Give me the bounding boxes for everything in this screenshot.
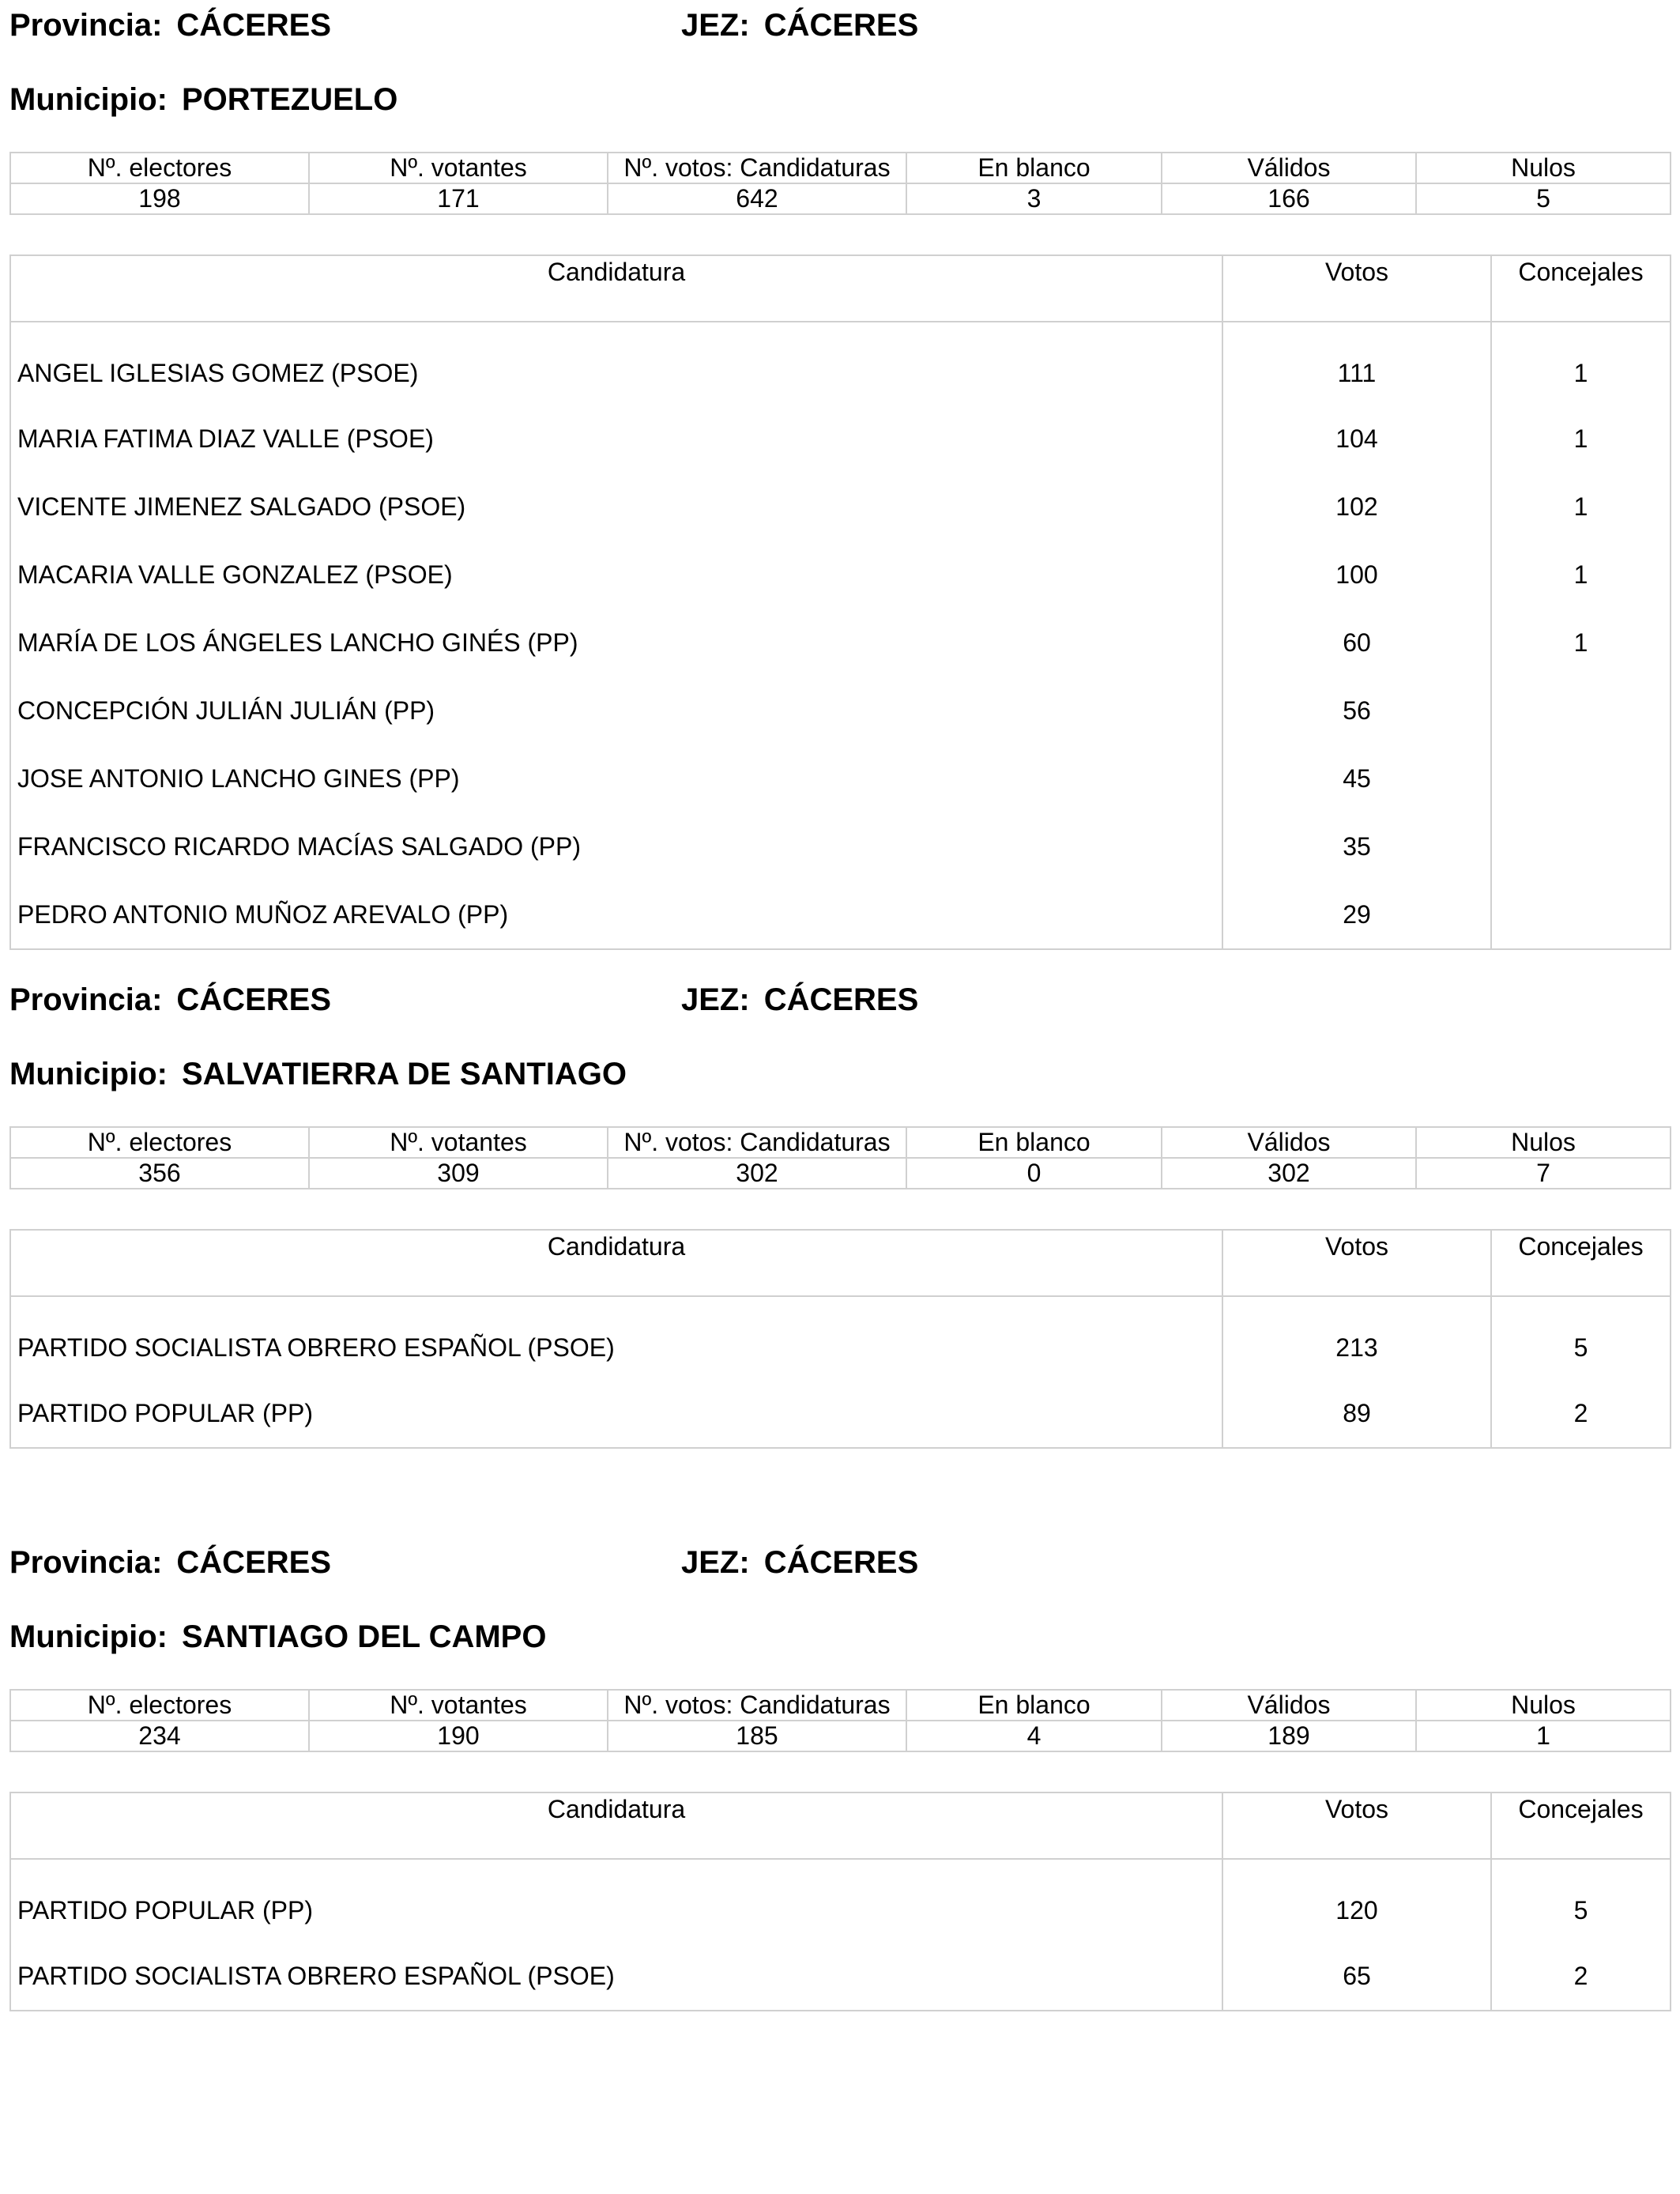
jez-value: CÁCERES <box>763 8 919 43</box>
candidate-name: PARTIDO POPULAR (PP) <box>10 1379 1222 1448</box>
jez-value: CÁCERES <box>763 1545 919 1580</box>
stats-value-row <box>10 183 1671 214</box>
header-concejales: Concejales <box>1491 1793 1671 1859</box>
stats-header-row <box>10 1690 1671 1721</box>
value-en-blanco: 3 <box>906 183 1162 214</box>
candidate-votos: 213 <box>1222 1296 1491 1379</box>
candidate-votos: 45 <box>1222 745 1491 812</box>
candidate-name: VICENTE JIMENEZ SALGADO (PSOE) <box>10 473 1222 541</box>
candidates-table <box>9 1792 1671 2011</box>
candidate-name: PARTIDO SOCIALISTA OBRERO ESPAÑOL (PSOE) <box>10 1296 1222 1379</box>
candidate-concejales <box>1491 745 1671 812</box>
header-votantes: Nº. votantes <box>309 1127 608 1158</box>
candidate-name: PEDRO ANTONIO MUÑOZ AREVALO (PP) <box>10 880 1222 949</box>
municipio-value: PORTEZUELO <box>181 82 398 117</box>
candidate-concejales <box>1491 880 1671 949</box>
candidate-row <box>10 880 1671 949</box>
candidate-votos: 104 <box>1222 405 1491 473</box>
header-votantes: Nº. votantes <box>309 1690 608 1721</box>
value-electores: 356 <box>10 1158 309 1189</box>
provincia-value: CÁCERES <box>176 982 331 1017</box>
stats-value-row <box>10 1721 1671 1751</box>
candidate-votos: 56 <box>1222 677 1491 745</box>
header-electores: Nº. electores <box>10 1690 309 1721</box>
jez-value: CÁCERES <box>763 982 919 1017</box>
header-nulos: Nulos <box>1416 1690 1671 1721</box>
candidate-votos: 102 <box>1222 473 1491 541</box>
value-votantes: 309 <box>309 1158 608 1189</box>
candidate-name: ANGEL IGLESIAS GOMEZ (PSOE) <box>10 322 1222 405</box>
candidate-concejales <box>1491 677 1671 745</box>
candidate-name: MARIA FATIMA DIAZ VALLE (PSOE) <box>10 405 1222 473</box>
municipio-heading: Municipio: PORTEZUELO <box>9 82 398 117</box>
header-votos-candidaturas: Nº. votos: Candidaturas <box>608 153 906 183</box>
candidate-concejales: 5 <box>1491 1859 1671 1942</box>
header-nulos: Nulos <box>1416 153 1671 183</box>
value-electores: 198 <box>10 183 309 214</box>
municipio-value: SALVATIERRA DE SANTIAGO <box>181 1057 627 1091</box>
header-en-blanco: En blanco <box>906 1690 1162 1721</box>
candidate-votos: 60 <box>1222 609 1491 677</box>
stats-header-row <box>10 153 1671 183</box>
header-candidatura: Candidatura <box>10 255 1222 322</box>
candidate-name: FRANCISCO RICARDO MACÍAS SALGADO (PP) <box>10 812 1222 880</box>
candidate-votos: 100 <box>1222 541 1491 609</box>
candidate-votos: 111 <box>1222 322 1491 405</box>
candidate-votos: 89 <box>1222 1379 1491 1448</box>
header-validos: Válidos <box>1162 1127 1416 1158</box>
provincia-value: CÁCERES <box>176 8 331 43</box>
candidate-concejales: 2 <box>1491 1942 1671 2011</box>
header-validos: Válidos <box>1162 1690 1416 1721</box>
value-validos: 302 <box>1162 1158 1416 1189</box>
value-nulos: 1 <box>1416 1721 1671 1751</box>
candidate-concejales: 1 <box>1491 405 1671 473</box>
candidate-votos: 120 <box>1222 1859 1491 1942</box>
value-electores: 234 <box>10 1721 309 1751</box>
candidate-row <box>10 322 1671 405</box>
candidate-votos: 29 <box>1222 880 1491 949</box>
stats-table <box>9 1126 1671 1189</box>
header-concejales: Concejales <box>1491 1230 1671 1296</box>
candidate-row <box>10 677 1671 745</box>
header-votos-candidaturas: Nº. votos: Candidaturas <box>608 1690 906 1721</box>
value-nulos: 5 <box>1416 183 1671 214</box>
candidate-row <box>10 609 1671 677</box>
header-votos: Votos <box>1222 1793 1491 1859</box>
stats-header-row <box>10 1127 1671 1158</box>
candidate-name: MACARIA VALLE GONZALEZ (PSOE) <box>10 541 1222 609</box>
municipio-heading: Municipio: SALVATIERRA DE SANTIAGO <box>9 1057 627 1091</box>
candidate-row <box>10 1379 1671 1448</box>
candidate-concejales: 1 <box>1491 609 1671 677</box>
header-votos: Votos <box>1222 1230 1491 1296</box>
value-nulos: 7 <box>1416 1158 1671 1189</box>
candidate-row <box>10 745 1671 812</box>
jez-heading: JEZ: CÁCERES <box>681 1545 919 1580</box>
candidates-header-row <box>10 1230 1671 1296</box>
header-candidatura: Candidatura <box>10 1230 1222 1296</box>
candidate-concejales: 1 <box>1491 541 1671 609</box>
candidate-row <box>10 1859 1671 1942</box>
header-en-blanco: En blanco <box>906 1127 1162 1158</box>
header-votos: Votos <box>1222 255 1491 322</box>
candidate-row <box>10 473 1671 541</box>
value-validos: 189 <box>1162 1721 1416 1751</box>
value-validos: 166 <box>1162 183 1416 214</box>
header-candidatura: Candidatura <box>10 1793 1222 1859</box>
provincia-heading: Provincia: CÁCERES <box>9 8 331 43</box>
stats-table <box>9 152 1671 215</box>
jez-heading: JEZ: CÁCERES <box>681 8 919 43</box>
candidates-header-row <box>10 255 1671 322</box>
header-nulos: Nulos <box>1416 1127 1671 1158</box>
candidates-header-row <box>10 1793 1671 1859</box>
provincia-heading: Provincia: CÁCERES <box>9 982 331 1017</box>
candidate-row <box>10 405 1671 473</box>
provincia-heading: Provincia: CÁCERES <box>9 1545 331 1580</box>
candidates-table <box>9 254 1671 950</box>
header-electores: Nº. electores <box>10 153 309 183</box>
candidate-row <box>10 541 1671 609</box>
candidate-name: MARÍA DE LOS ÁNGELES LANCHO GINÉS (PP) <box>10 609 1222 677</box>
header-votos-candidaturas: Nº. votos: Candidaturas <box>608 1127 906 1158</box>
candidate-votos: 65 <box>1222 1942 1491 2011</box>
municipio-heading: Municipio: SANTIAGO DEL CAMPO <box>9 1619 547 1654</box>
candidate-row <box>10 1942 1671 2011</box>
value-votos-candidaturas: 185 <box>608 1721 906 1751</box>
candidate-name: PARTIDO POPULAR (PP) <box>10 1859 1222 1942</box>
stats-table <box>9 1689 1671 1752</box>
header-votantes: Nº. votantes <box>309 153 608 183</box>
value-en-blanco: 4 <box>906 1721 1162 1751</box>
candidate-concejales: 5 <box>1491 1296 1671 1379</box>
candidate-row <box>10 812 1671 880</box>
candidate-votos: 35 <box>1222 812 1491 880</box>
value-votantes: 190 <box>309 1721 608 1751</box>
candidate-concejales: 2 <box>1491 1379 1671 1448</box>
candidate-name: CONCEPCIÓN JULIÁN JULIÁN (PP) <box>10 677 1222 745</box>
value-en-blanco: 0 <box>906 1158 1162 1189</box>
stats-value-row <box>10 1158 1671 1189</box>
municipio-value: SANTIAGO DEL CAMPO <box>181 1619 547 1654</box>
header-en-blanco: En blanco <box>906 153 1162 183</box>
header-validos: Válidos <box>1162 153 1416 183</box>
candidate-concejales: 1 <box>1491 473 1671 541</box>
candidate-row <box>10 1296 1671 1379</box>
candidate-name: JOSE ANTONIO LANCHO GINES (PP) <box>10 745 1222 812</box>
candidates-table <box>9 1229 1671 1449</box>
header-concejales: Concejales <box>1491 255 1671 322</box>
candidate-name: PARTIDO SOCIALISTA OBRERO ESPAÑOL (PSOE) <box>10 1942 1222 2011</box>
candidate-concejales <box>1491 812 1671 880</box>
provincia-value: CÁCERES <box>176 1545 331 1580</box>
jez-heading: JEZ: CÁCERES <box>681 982 919 1017</box>
value-votos-candidaturas: 642 <box>608 183 906 214</box>
header-electores: Nº. electores <box>10 1127 309 1158</box>
candidate-concejales: 1 <box>1491 322 1671 405</box>
value-votos-candidaturas: 302 <box>608 1158 906 1189</box>
value-votantes: 171 <box>309 183 608 214</box>
